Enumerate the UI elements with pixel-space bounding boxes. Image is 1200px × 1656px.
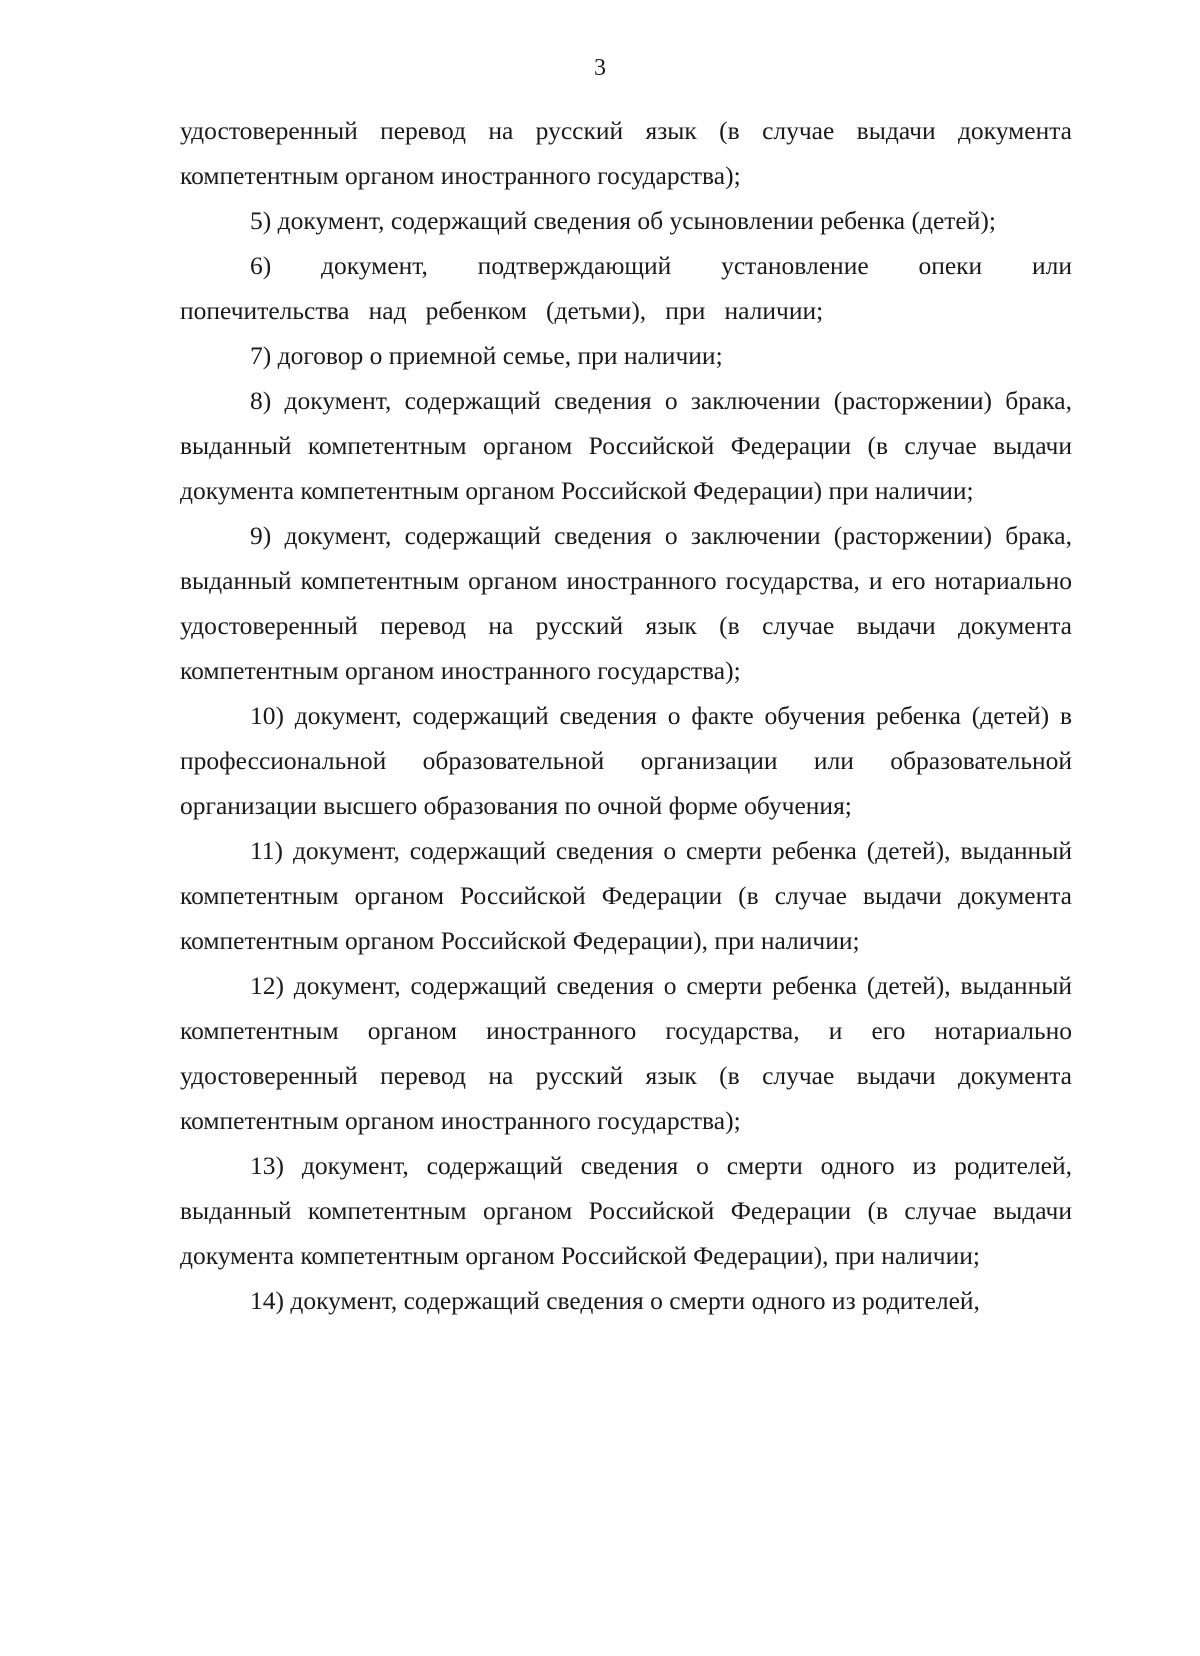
list-item-10: 10) документ, содержащий сведения о факте обучения ребенка (детей) в профессиональной образовательной организации или образовательной организации высшего образования по очной форме обучения; xyxy=(180,701,1072,820)
paragraph-continuation: удостоверенный перевод на русский язык (в случае выдачи документа компетентным органом иностранного государства); xyxy=(180,116,1072,190)
document-body xyxy=(180,108,1072,1323)
list-item-8: 8) документ, содержащий сведения о заключении (расторжении) брака, выданный компетентным органом Российской Федерации (в случае выдачи документа компетентным органом Российской Федерации) при наличии; xyxy=(180,386,1072,505)
list-item-9: 9) документ, содержащий сведения о заключении (расторжении) брака, выданный компетентным органом иностранного государства, и его нотариально удостоверенный перевод на русский язык (в случае выдачи документа компетентным органом иностранного государства); xyxy=(180,521,1072,685)
list-item-12: 12) документ, содержащий сведения о смерти ребенка (детей), выданный компетентным органом иностранного государства, и его нотариально удостоверенный перевод на русский язык (в случае выдачи документа компетентным органом иностранного государства); xyxy=(180,971,1072,1135)
list-item-11: 11) документ, содержащий сведения о смерти ребенка (детей), выданный компетентным органом Российской Федерации (в случае выдачи документа компетентным органом Российской Федерации), при наличии; xyxy=(180,836,1072,955)
list-item-14: 14) документ, содержащий сведения о смерти одного из родителей, xyxy=(250,1286,980,1315)
list-item-13: 13) документ, содержащий сведения о смерти одного из родителей, выданный компетентным органом Российской Федерации (в случае выдачи документа компетентным органом Российской Федерации), при наличии; xyxy=(180,1151,1072,1270)
list-item-5: 5) документ, содержащий сведения об усыновлении ребенка (детей); xyxy=(250,206,996,235)
page-number: 3 xyxy=(594,55,606,81)
list-item-6: 6) документ, подтверждающий установление опеки или попечительства над ребенком (детьми), при наличии; xyxy=(180,251,1072,325)
list-item-7: 7) договор о приемной семье, при наличии; xyxy=(250,341,723,370)
